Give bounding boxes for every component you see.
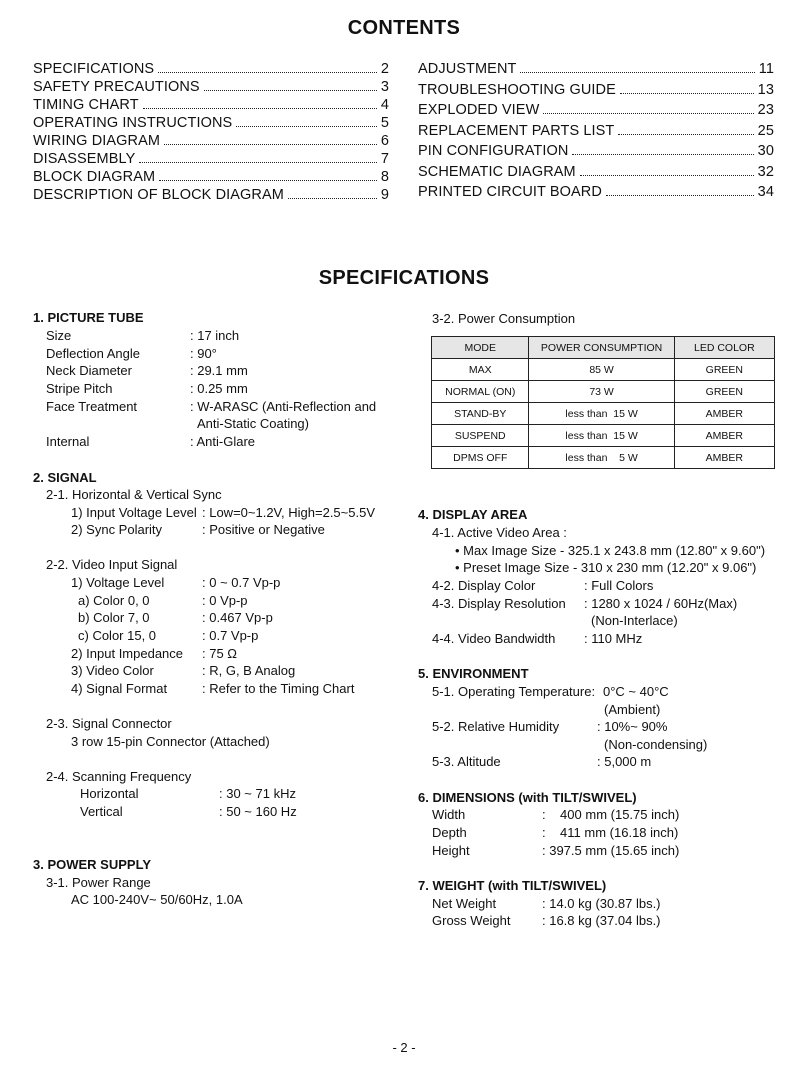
toc-item[interactable]: WIRING DIAGRAM 6 [33,133,389,149]
spec-value: : 16.8 kg (37.04 lbs.) [542,913,661,928]
toc-item[interactable]: SPECIFICATIONS 2 [33,61,389,77]
spec-value: : R, G, B Analog [202,663,296,678]
spec-key: 5-1. Operating Temperature: [432,684,596,699]
spec-value: AC 100-240V~ 50/60Hz, 1.0A [71,892,243,907]
spec-key: Net Weight [432,896,497,911]
spec-value: : 0 Vp-p [202,593,248,608]
power-consumption-table [431,336,775,469]
table-header: LED COLOR [674,337,774,359]
toc-item[interactable]: PIN CONFIGURATION 30 [418,143,774,159]
spec-key: Stripe Pitch [46,381,113,396]
spec-value: : 397.5 mm (15.65 inch) [542,843,680,858]
spec-value: Anti-Static Coating) [197,416,309,431]
spec-key: Depth [432,825,467,840]
contents-title: CONTENTS [347,17,461,39]
table-row: SUSPEND less than 15 W AMBER [432,425,775,447]
toc-item[interactable]: REPLACEMENT PARTS LIST 25 [418,123,774,139]
spec-key: Gross Weight [432,913,511,928]
toc-item[interactable]: OPERATING INSTRUCTIONS 5 [33,115,389,131]
spec-key: Face Treatment [46,399,138,414]
spec-key: 2) Sync Polarity [71,522,163,537]
spec-value: : 400 mm (15.75 inch) [542,807,680,822]
spec-key: 4-3. Display Resolution [432,596,566,611]
spec-value: (Non-condensing) [604,737,708,752]
spec-value: : W-ARASC (Anti-Reflection and [190,399,377,414]
table-header: POWER CONSUMPTION [529,337,674,359]
spec-value: : 110 MHz [584,631,643,646]
table-row: STAND-BY less than 15 W AMBER [432,403,775,425]
toc-item[interactable]: TROUBLESHOOTING GUIDE 13 [418,82,774,98]
spec-value: (Ambient) [604,702,661,717]
toc-item[interactable]: PRINTED CIRCUIT BOARD 34 [418,184,774,200]
spec-value: : Anti-Glare [190,434,256,449]
spec-key: Width [432,807,466,822]
subsection-heading: 3-1. Power Range [46,875,151,890]
spec-value: : 0.25 mm [190,381,248,396]
spec-key: 2) Input Impedance [71,646,184,661]
table-header: MODE [432,337,529,359]
spec-value: : 5,000 m [597,754,652,769]
section-heading: 1. PICTURE TUBE [33,310,144,325]
spec-value: : 1280 x 1024 / 60Hz(Max) [584,596,738,611]
subsection-heading: 2-2. Video Input Signal [46,557,178,572]
subsection-heading: 2-4. Scanning Frequency [46,769,192,784]
spec-key: Neck Diameter [46,363,132,378]
spec-value: : 14.0 kg (30.87 lbs.) [542,896,661,911]
subsection-heading: 4-1. Active Video Area : [432,525,567,540]
spec-value: : 0.7 Vp-p [202,628,259,643]
section-heading: 4. DISPLAY AREA [418,507,528,522]
spec-value: : Refer to the Timing Chart [202,681,355,696]
toc-item[interactable]: TIMING CHART 4 [33,97,389,113]
subsection-heading: 2-1. Horizontal & Vertical Sync [46,487,222,502]
spec-value: : Positive or Negative [202,522,325,537]
spec-key: Height [432,843,470,858]
spec-value: : 29.1 mm [190,363,248,378]
spec-key: Vertical [80,804,123,819]
specifications-title: SPECIFICATIONS [318,267,490,289]
spec-value: 0°C ~ 40°C [603,684,669,699]
spec-key: 1) Input Voltage Level [71,505,197,520]
spec-key: Horizontal [80,786,139,801]
spec-value: • Preset Image Size - 310 x 230 mm (12.20" x 9.06") [455,560,757,575]
toc-item[interactable]: ADJUSTMENT 11 [418,61,774,77]
spec-value: : 411 mm (16.18 inch) [542,825,679,840]
spec-key: b) Color 7, 0 [78,610,150,625]
spec-key: 4-4. Video Bandwidth [432,631,556,646]
spec-key: Internal [46,434,90,449]
spec-value: : 17 inch [190,328,240,343]
spec-key: 3) Video Color [71,663,154,678]
spec-key: 4) Signal Format [71,681,168,696]
table-row: NORMAL (ON) 73 W GREEN [432,381,775,403]
spec-value: : 30 ~ 71 kHz [219,786,296,801]
section-heading: 3. POWER SUPPLY [33,857,151,872]
section-heading: 7. WEIGHT (with TILT/SWIVEL) [418,878,607,893]
page-number: - 2 - [392,1040,416,1055]
spec-value: : Low=0~1.2V, High=2.5~5.5V [202,505,375,520]
spec-key: 1) Voltage Level [71,575,165,590]
toc-item[interactable]: DISASSEMBLY 7 [33,151,389,167]
spec-key: Size [46,328,72,343]
spec-key: Deflection Angle [46,346,140,361]
subsection-heading: 2-3. Signal Connector [46,716,172,731]
table-row: MAX 85 W GREEN [432,359,775,381]
spec-value: : 50 ~ 160 Hz [219,804,297,819]
spec-value: : 0.467 Vp-p [202,610,273,625]
spec-value: (Non-Interlace) [591,613,678,628]
spec-value: : 90° [190,346,217,361]
section-heading: 5. ENVIRONMENT [418,666,529,681]
toc-item[interactable]: DESCRIPTION OF BLOCK DIAGRAM 9 [33,187,389,203]
spec-value: : 10%~ 90% [597,719,668,734]
spec-key: 5-3. Altitude [432,754,501,769]
toc-item[interactable]: SAFETY PRECAUTIONS 3 [33,79,389,95]
spec-value: : Full Colors [584,578,654,593]
spec-value: : 75 Ω [202,646,238,661]
spec-key: c) Color 15, 0 [78,628,157,643]
toc-item[interactable]: BLOCK DIAGRAM 8 [33,169,389,185]
spec-key: 5-2. Relative Humidity [432,719,560,734]
spec-value: • Max Image Size - 325.1 x 243.8 mm (12.80" x 9.60") [455,543,766,558]
toc-item[interactable]: EXPLODED VIEW 23 [418,102,774,118]
spec-key: a) Color 0, 0 [78,593,150,608]
section-heading: 2. SIGNAL [33,470,97,485]
toc-item[interactable]: SCHEMATIC DIAGRAM 32 [418,164,774,180]
spec-value: : 0 ~ 0.7 Vp-p [202,575,281,590]
spec-value: 3 row 15-pin Connector (Attached) [71,734,270,749]
section-heading: 6. DIMENSIONS (with TILT/SWIVEL) [418,790,637,805]
table-row: DPMS OFF less than 5 W AMBER [432,447,775,469]
subsection-heading: 3-2. Power Consumption [432,311,576,326]
spec-key: 4-2. Display Color [432,578,536,593]
